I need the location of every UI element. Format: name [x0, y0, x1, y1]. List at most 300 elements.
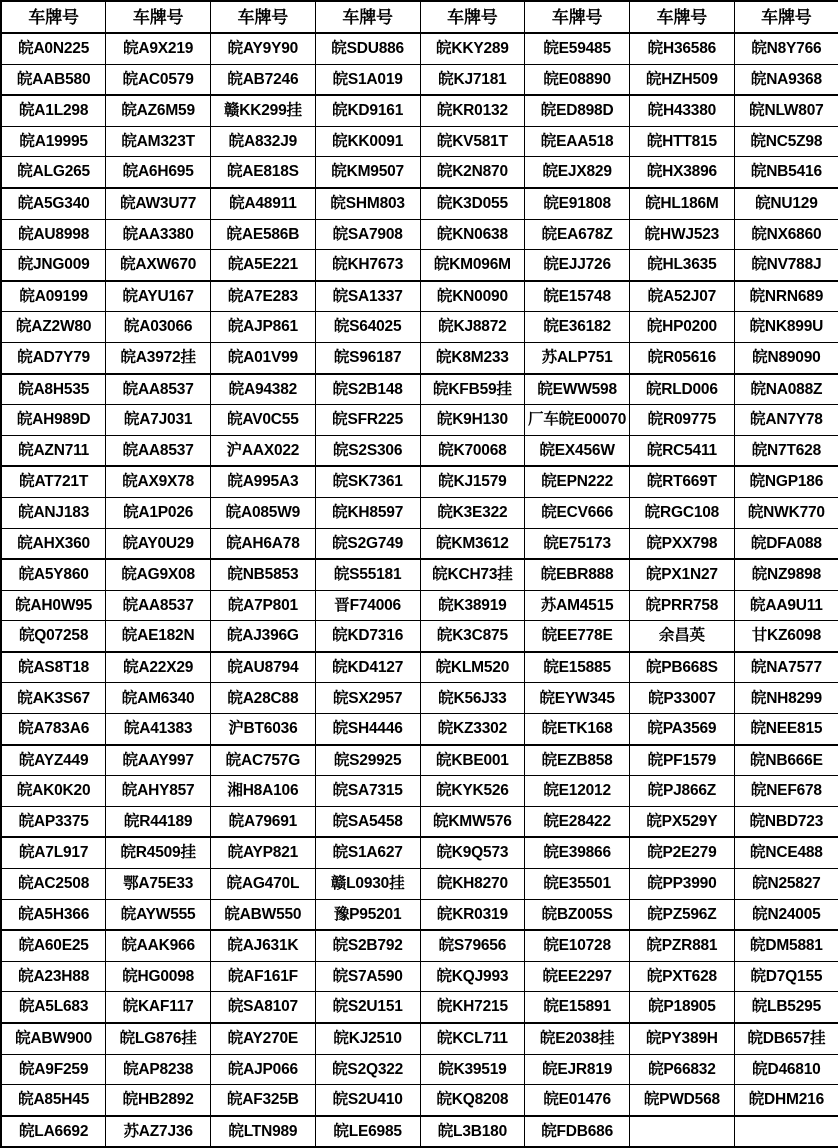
plate-cell: 皖PXT628	[630, 961, 735, 992]
plate-cell: 皖AB7246	[211, 64, 316, 95]
plate-cell: 皖KQJ993	[420, 961, 525, 992]
plate-cell: 皖AC757G	[211, 745, 316, 776]
table-row	[1, 312, 838, 343]
plate-cell: 皖NB5853	[211, 559, 316, 590]
plate-cell: 皖AG470L	[211, 869, 316, 900]
plate-cell: 皖DB657挂	[734, 1023, 838, 1054]
plate-cell: 皖A995A3	[211, 466, 316, 497]
plate-cell: 皖NU129	[734, 188, 838, 219]
table-row	[1, 405, 838, 436]
table-row	[1, 1116, 838, 1148]
plate-cell: 皖SK7361	[315, 466, 420, 497]
empty-cell	[630, 1116, 735, 1148]
plate-cell: 皖K3C875	[420, 621, 525, 652]
plate-cell: 皖D46810	[734, 1054, 838, 1085]
table-row	[1, 528, 838, 559]
plate-cell: 皖PX529Y	[630, 806, 735, 837]
plate-cell: 皖KD9161	[315, 95, 420, 126]
plate-cell: 皖KQ8208	[420, 1085, 525, 1116]
plate-cell: 皖K56J33	[420, 683, 525, 714]
plate-cell: 皖Q07258	[1, 621, 106, 652]
table-row	[1, 466, 838, 497]
plate-cell: 皖A9F259	[1, 1054, 106, 1085]
plate-cell: 苏AZ7J36	[106, 1116, 211, 1148]
plate-cell: 皖AA8537	[106, 374, 211, 405]
plate-cell: 皖SH4446	[315, 714, 420, 745]
plate-cell: 皖PZR881	[630, 930, 735, 961]
plate-cell: 皖S2B792	[315, 930, 420, 961]
plate-cell: 皖R4509挂	[106, 837, 211, 868]
table-row	[1, 374, 838, 405]
plate-cell: 皖EPN222	[525, 466, 630, 497]
plate-cell: 皖HX3896	[630, 157, 735, 188]
plate-cell: 皖NK899U	[734, 312, 838, 343]
plate-cell: 皖A1L298	[1, 95, 106, 126]
plate-cell: 皖K70068	[420, 435, 525, 466]
plate-cell: 皖A6H695	[106, 157, 211, 188]
plate-cell: 皖A7L917	[1, 837, 106, 868]
table-row	[1, 33, 838, 64]
plate-cell: 皖HL186M	[630, 188, 735, 219]
plate-cell: 皖A85H45	[1, 1085, 106, 1116]
plate-cell: 皖AAK966	[106, 930, 211, 961]
plate-cell: 皖S96187	[315, 342, 420, 373]
plate-cell: 皖E08890	[525, 64, 630, 95]
plate-cell: 皖S64025	[315, 312, 420, 343]
plate-cell: 皖AAB580	[1, 64, 106, 95]
column-header-7: 车牌号	[630, 1, 735, 33]
plate-cell: 皖PJ866Z	[630, 776, 735, 807]
table-row	[1, 64, 838, 95]
plate-cell: 皖KK0091	[315, 126, 420, 157]
plate-cell: 皖HP0200	[630, 312, 735, 343]
plate-cell: 皖PF1579	[630, 745, 735, 776]
plate-cell: 皖K8M233	[420, 342, 525, 373]
plate-cell: 皖E01476	[525, 1085, 630, 1116]
plate-cell: 皖H36586	[630, 33, 735, 64]
table-row	[1, 281, 838, 312]
plate-cell: 皖LTN989	[211, 1116, 316, 1148]
plate-cell: 皖KMW576	[420, 806, 525, 837]
plate-cell: 皖KJ8872	[420, 312, 525, 343]
plate-cell: 皖EYW345	[525, 683, 630, 714]
plate-cell: 皖KD7316	[315, 621, 420, 652]
plate-cell: 皖AK0K20	[1, 776, 106, 807]
plate-cell: 皖SFR225	[315, 405, 420, 436]
plate-cell: 皖A23H88	[1, 961, 106, 992]
plate-cell: 皖SHM803	[315, 188, 420, 219]
plate-cell: 皖AK3S67	[1, 683, 106, 714]
plate-cell: 皖S2G749	[315, 528, 420, 559]
table-row	[1, 806, 838, 837]
plate-cell: 皖AZ6M59	[106, 95, 211, 126]
plate-cell: 皖A9X219	[106, 33, 211, 64]
plate-cell: 皖P66832	[630, 1054, 735, 1085]
table-row	[1, 342, 838, 373]
plate-cell: 皖A60E25	[1, 930, 106, 961]
plate-cell: 皖LG876挂	[106, 1023, 211, 1054]
plate-cell: 皖PXX798	[630, 528, 735, 559]
plate-cell: 皖RC5411	[630, 435, 735, 466]
plate-cell: 皖A7E283	[211, 281, 316, 312]
plate-cell: 皖A085W9	[211, 497, 316, 528]
plate-cell: 皖ABW550	[211, 899, 316, 930]
table-row	[1, 899, 838, 930]
plate-cell: 皖A22X29	[106, 652, 211, 683]
table-row	[1, 714, 838, 745]
table-row	[1, 930, 838, 961]
plate-cell: 皖NB666E	[734, 745, 838, 776]
plate-cell: 皖K9H130	[420, 405, 525, 436]
plate-cell: 皖A7J031	[106, 405, 211, 436]
plate-cell: 皖K3E322	[420, 497, 525, 528]
plate-cell: 皖S1A019	[315, 64, 420, 95]
plate-cell: 皖AY270E	[211, 1023, 316, 1054]
plate-cell: 皖P2E279	[630, 837, 735, 868]
plate-cell: 皖KH8597	[315, 497, 420, 528]
plate-cell: 皖HG0098	[106, 961, 211, 992]
plate-cell: 皖S29925	[315, 745, 420, 776]
table-row	[1, 497, 838, 528]
plate-cell: 皖E39866	[525, 837, 630, 868]
table-row	[1, 250, 838, 281]
plate-cell: 皖ECV666	[525, 497, 630, 528]
plate-cell: 皖A5E221	[211, 250, 316, 281]
plate-cell: 皖AH6A78	[211, 528, 316, 559]
plate-cell: 皖E91808	[525, 188, 630, 219]
plate-cell: 皖P18905	[630, 992, 735, 1023]
plate-cell: 皖S2U410	[315, 1085, 420, 1116]
plate-cell: 皖EZB858	[525, 745, 630, 776]
plate-cell: 皖KZ3302	[420, 714, 525, 745]
plate-cell: 皖SA7908	[315, 219, 420, 250]
plate-cell: 皖K2N870	[420, 157, 525, 188]
plate-cell: 皖AM6340	[106, 683, 211, 714]
plate-cell: 皖EAA518	[525, 126, 630, 157]
plate-cell: 皖PB668S	[630, 652, 735, 683]
plate-cell: 皖PY389H	[630, 1023, 735, 1054]
plate-cell: 皖DFA088	[734, 528, 838, 559]
plate-cell: 皖SA1337	[315, 281, 420, 312]
table-row	[1, 745, 838, 776]
plate-cell: 皖SDU886	[315, 33, 420, 64]
plate-cell: 皖DM5881	[734, 930, 838, 961]
plate-cell: 皖NV788J	[734, 250, 838, 281]
plate-cell: 皖S79656	[420, 930, 525, 961]
plate-cell: 皖S2Q322	[315, 1054, 420, 1085]
plate-cell: 苏ALP751	[525, 342, 630, 373]
plate-cell: 晋F74006	[315, 590, 420, 621]
plate-cell: 皖NA9368	[734, 64, 838, 95]
plate-cell: 鄂A75E33	[106, 869, 211, 900]
plate-cell: 皖E15885	[525, 652, 630, 683]
plate-cell: 皖AX9X78	[106, 466, 211, 497]
plate-cell: 皖RT669T	[630, 466, 735, 497]
plate-cell: 皖PZ596Z	[630, 899, 735, 930]
plate-cell: 皖KFB59挂	[420, 374, 525, 405]
plate-cell: 皖KCH73挂	[420, 559, 525, 590]
plate-cell: 皖AD7Y79	[1, 342, 106, 373]
plate-cell: 皖HWJ523	[630, 219, 735, 250]
plate-cell: 皖EBR888	[525, 559, 630, 590]
plate-cell: 皖NZ9898	[734, 559, 838, 590]
plate-cell: 皖AYZ449	[1, 745, 106, 776]
plate-cell: 皖EA678Z	[525, 219, 630, 250]
plate-cell: 皖A5G340	[1, 188, 106, 219]
plate-cell: 皖AM323T	[106, 126, 211, 157]
plate-cell: 皖E28422	[525, 806, 630, 837]
plate-cell: 皖KYK526	[420, 776, 525, 807]
plate-cell: 皖ABW900	[1, 1023, 106, 1054]
plate-cell: 皖A28C88	[211, 683, 316, 714]
table-row	[1, 126, 838, 157]
plate-cell: 皖A0N225	[1, 33, 106, 64]
table-row	[1, 961, 838, 992]
plate-cell: 皖ED898D	[525, 95, 630, 126]
plate-cell: 皖R44189	[106, 806, 211, 837]
plate-cell: 皖AYU167	[106, 281, 211, 312]
table-row	[1, 435, 838, 466]
plate-cell: 皖ETK168	[525, 714, 630, 745]
plate-cell: 皖HB2892	[106, 1085, 211, 1116]
plate-cell: 皖AE818S	[211, 157, 316, 188]
plate-cell: 皖AP8238	[106, 1054, 211, 1085]
plate-cell: 皖EJX829	[525, 157, 630, 188]
plate-cell: 皖AJ396G	[211, 621, 316, 652]
plate-cell: 皖AH989D	[1, 405, 106, 436]
plate-cell: 皖EX456W	[525, 435, 630, 466]
plate-cell: 皖KH8270	[420, 869, 525, 900]
plate-cell: 皖DHM216	[734, 1085, 838, 1116]
table-row	[1, 683, 838, 714]
plate-cell: 皖RLD006	[630, 374, 735, 405]
plate-cell: 皖AH0W95	[1, 590, 106, 621]
plate-cell: 皖A09199	[1, 281, 106, 312]
plate-cell: 赣KK299挂	[211, 95, 316, 126]
plate-cell: 皖E35501	[525, 869, 630, 900]
plate-cell: 皖KBE001	[420, 745, 525, 776]
plate-cell: 皖N89090	[734, 342, 838, 373]
plate-cell: 皖AN7Y78	[734, 405, 838, 436]
table-row	[1, 869, 838, 900]
plate-cell: 皖PX1N27	[630, 559, 735, 590]
plate-cell: 皖AF325B	[211, 1085, 316, 1116]
plate-cell: 皖AJ631K	[211, 930, 316, 961]
table-row	[1, 95, 838, 126]
plate-cell: 皖NGP186	[734, 466, 838, 497]
plate-cell: 皖AZ2W80	[1, 312, 106, 343]
table-row	[1, 559, 838, 590]
plate-cell: 皖AT721T	[1, 466, 106, 497]
plate-cell: 厂车皖E00070	[525, 405, 630, 436]
table-row	[1, 219, 838, 250]
plate-cell: 皖S1A627	[315, 837, 420, 868]
plate-cell: 皖HTT815	[630, 126, 735, 157]
plate-cell: 皖AV0C55	[211, 405, 316, 436]
plate-cell: 皖NWK770	[734, 497, 838, 528]
plate-cell: 皖KD4127	[315, 652, 420, 683]
plate-cell: 皖A01V99	[211, 342, 316, 373]
plate-cell: 皖A5H366	[1, 899, 106, 930]
plate-cell: 皖R09775	[630, 405, 735, 436]
plate-cell: 皖A7P801	[211, 590, 316, 621]
plate-cell: 湘H8A106	[211, 776, 316, 807]
plate-cell: 皖K39519	[420, 1054, 525, 1085]
plate-cell: 皖A8H535	[1, 374, 106, 405]
plate-cell: 皖KJ1579	[420, 466, 525, 497]
plate-cell: 皖A5L683	[1, 992, 106, 1023]
plate-cell: 皖KJ2510	[315, 1023, 420, 1054]
plate-cell: 皖A832J9	[211, 126, 316, 157]
plate-cell: 皖KH7673	[315, 250, 420, 281]
plate-cell: 沪BT6036	[211, 714, 316, 745]
plate-cell: 皖E59485	[525, 33, 630, 64]
plate-cell: 皖NCE488	[734, 837, 838, 868]
plate-cell: 皖KAF117	[106, 992, 211, 1023]
table-row	[1, 837, 838, 868]
plate-cell: 皖KH7215	[420, 992, 525, 1023]
plate-cell: 皖AS8T18	[1, 652, 106, 683]
table-body	[1, 33, 838, 1147]
plate-cell: 皖ALG265	[1, 157, 106, 188]
plate-cell: 皖NA7577	[734, 652, 838, 683]
plate-cell: 皖KM9507	[315, 157, 420, 188]
plate-cell: 皖S2S306	[315, 435, 420, 466]
plate-cell: 皖NC5Z98	[734, 126, 838, 157]
plate-cell: 皖FDB686	[525, 1116, 630, 1148]
plate-cell: 皖K3D055	[420, 188, 525, 219]
table-row	[1, 776, 838, 807]
plate-cell: 皖KM3612	[420, 528, 525, 559]
plate-cell: 皖AW3U77	[106, 188, 211, 219]
plate-cell: 皖PP3990	[630, 869, 735, 900]
table-row	[1, 1023, 838, 1054]
plate-cell: 皖HL3635	[630, 250, 735, 281]
plate-cell: 苏AM4515	[525, 590, 630, 621]
plate-cell: 皖KCL711	[420, 1023, 525, 1054]
plate-cell: 皖N8Y766	[734, 33, 838, 64]
plate-cell: 皖AYW555	[106, 899, 211, 930]
plate-cell: 皖AYP821	[211, 837, 316, 868]
plate-cell: 皖NEE815	[734, 714, 838, 745]
plate-cell: 皖A1P026	[106, 497, 211, 528]
plate-cell: 皖AU8998	[1, 219, 106, 250]
table-row	[1, 652, 838, 683]
plate-cell: 皖AA8537	[106, 435, 211, 466]
plate-cell: 皖A52J07	[630, 281, 735, 312]
plate-cell: 皖LB5295	[734, 992, 838, 1023]
column-header-1: 车牌号	[1, 1, 106, 33]
plate-cell: 皖AXW670	[106, 250, 211, 281]
plate-cell: 皖AY9Y90	[211, 33, 316, 64]
plate-cell: 皖BZ005S	[525, 899, 630, 930]
table-row	[1, 157, 838, 188]
plate-cell: 皖LE6985	[315, 1116, 420, 1148]
plate-cell: 皖AE586B	[211, 219, 316, 250]
plate-cell: 皖AJP066	[211, 1054, 316, 1085]
plate-cell: 余昌英	[630, 621, 735, 652]
plate-cell: 皖NH8299	[734, 683, 838, 714]
plate-cell: 皖KM096M	[420, 250, 525, 281]
plate-cell: 皖EJJ726	[525, 250, 630, 281]
plate-cell: 皖S7A590	[315, 961, 420, 992]
plate-cell: 赣L0930挂	[315, 869, 420, 900]
plate-cell: 皖NA088Z	[734, 374, 838, 405]
plate-cell: 皖KN0638	[420, 219, 525, 250]
plate-cell: 皖NB5416	[734, 157, 838, 188]
plate-cell: 沪AAX022	[211, 435, 316, 466]
table-row	[1, 1085, 838, 1116]
table-row	[1, 1054, 838, 1085]
plate-cell: 皖LA6692	[1, 1116, 106, 1148]
plate-cell: 皖KR0319	[420, 899, 525, 930]
plate-cell: 皖NBD723	[734, 806, 838, 837]
plate-cell: 皖E12012	[525, 776, 630, 807]
plate-cell: 皖EWW598	[525, 374, 630, 405]
header-row	[1, 1, 838, 33]
plate-cell: 皖H43380	[630, 95, 735, 126]
plate-cell: 皖NEF678	[734, 776, 838, 807]
plate-cell: 皖KKY289	[420, 33, 525, 64]
plate-cell: 皖E2038挂	[525, 1023, 630, 1054]
table-header	[1, 1, 838, 33]
plate-cell: 皖SA8107	[211, 992, 316, 1023]
plate-cell: 皖D7Q155	[734, 961, 838, 992]
plate-cell: 皖E75173	[525, 528, 630, 559]
column-header-4: 车牌号	[315, 1, 420, 33]
column-header-5: 车牌号	[420, 1, 525, 33]
plate-cell: 皖AJP861	[211, 312, 316, 343]
plate-cell: 皖SX2957	[315, 683, 420, 714]
plate-cell: 皖A94382	[211, 374, 316, 405]
plate-cell: 皖KLM520	[420, 652, 525, 683]
plate-cell: 皖AE182N	[106, 621, 211, 652]
plate-cell: 皖AC0579	[106, 64, 211, 95]
plate-cell: 皖AF161F	[211, 961, 316, 992]
table-row	[1, 188, 838, 219]
plate-cell: 皖E10728	[525, 930, 630, 961]
plate-cell: 皖PWD568	[630, 1085, 735, 1116]
plate-cell: 甘KZ6098	[734, 621, 838, 652]
plate-cell: 皖KV581T	[420, 126, 525, 157]
plate-cell: 皖S55181	[315, 559, 420, 590]
table-row	[1, 590, 838, 621]
plate-cell: 皖AP3375	[1, 806, 106, 837]
column-header-2: 车牌号	[106, 1, 211, 33]
plate-cell: 皖K9Q573	[420, 837, 525, 868]
plate-cell: 皖AG9X08	[106, 559, 211, 590]
plate-cell: 皖AY0U29	[106, 528, 211, 559]
plate-cell: 皖AHY857	[106, 776, 211, 807]
plate-cell: 皖KR0132	[420, 95, 525, 126]
plate-cell: 皖A79691	[211, 806, 316, 837]
plate-cell: 皖RGC108	[630, 497, 735, 528]
plate-cell: 皖HZH509	[630, 64, 735, 95]
plate-cell: 皖A5Y860	[1, 559, 106, 590]
plate-cell: 皖E15891	[525, 992, 630, 1023]
plate-cell: 皖AA3380	[106, 219, 211, 250]
plate-cell: 皖AZN711	[1, 435, 106, 466]
column-header-3: 车牌号	[211, 1, 316, 33]
plate-cell: 皖ANJ183	[1, 497, 106, 528]
plate-cell: 皖PRR758	[630, 590, 735, 621]
plate-cell: 皖K38919	[420, 590, 525, 621]
plate-cell: 皖NRN689	[734, 281, 838, 312]
plate-cell: 皖JNG009	[1, 250, 106, 281]
plate-cell: 皖L3B180	[420, 1116, 525, 1148]
plate-cell: 皖A48911	[211, 188, 316, 219]
plate-cell: 皖A03066	[106, 312, 211, 343]
